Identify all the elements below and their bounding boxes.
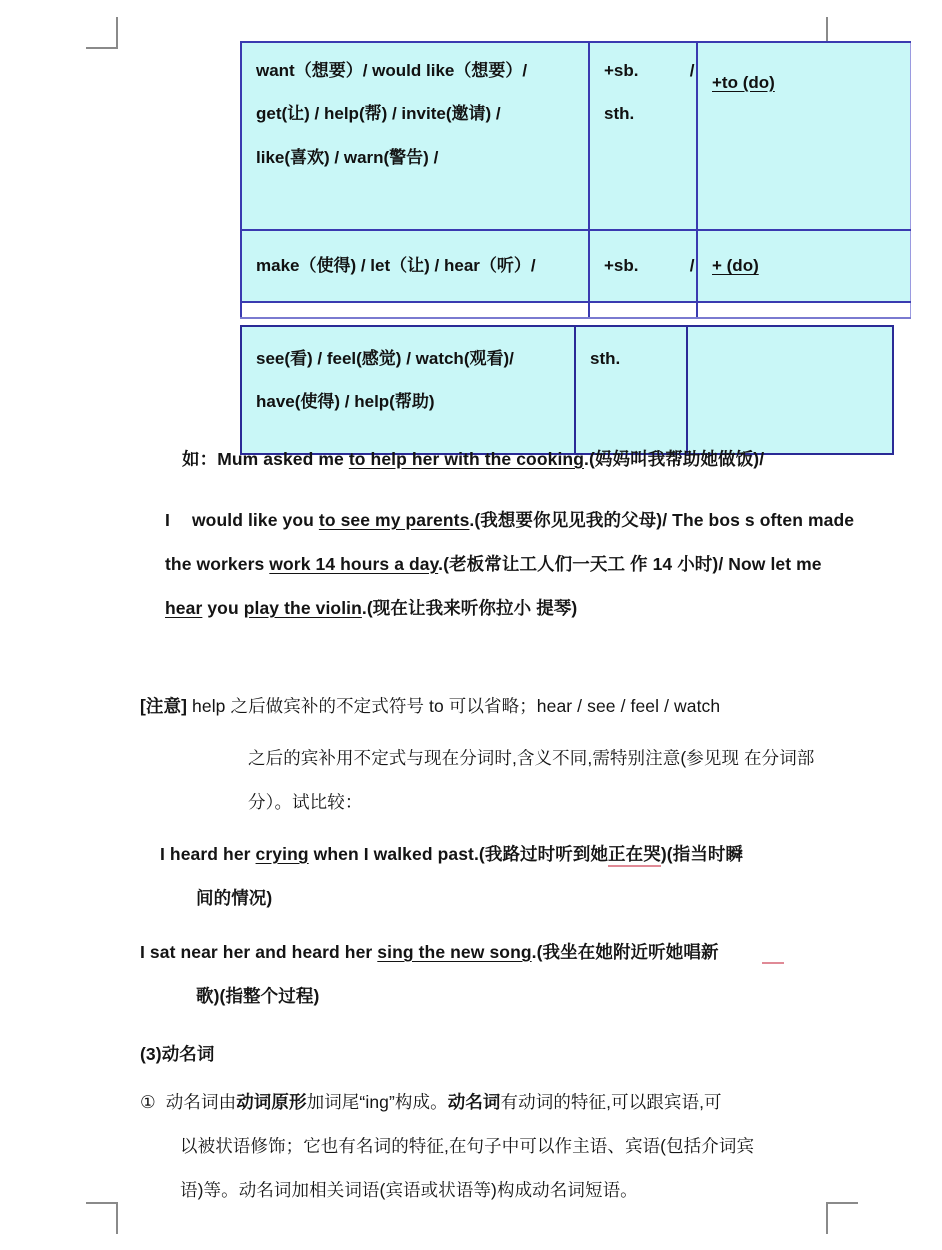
example-translation: .(现在让我来听你拉小 [361, 598, 532, 618]
example-line-1 [182, 437, 882, 481]
example-text: s often made the workers [165, 510, 855, 574]
verb-pattern-table-to-do [240, 41, 911, 319]
slash-mark: / [689, 256, 695, 276]
object-cell [575, 326, 687, 454]
object-cell [589, 230, 697, 302]
note-line-1 [140, 684, 880, 728]
verb-list-cell [241, 230, 589, 302]
object-line [604, 250, 696, 281]
complement-cell [687, 326, 893, 454]
object-text: +sb. [604, 256, 639, 276]
section-heading-gerund: (3)动名词 [140, 1044, 215, 1064]
example-text: I heard her [160, 844, 256, 864]
verb-list-cell [241, 326, 575, 454]
object-line: sth. [604, 104, 635, 124]
empty-cell [241, 302, 589, 318]
item-emphasis: 动名词 [447, 1092, 501, 1112]
verb-line: see(看) / feel(感觉) / watch(观看)/ [256, 349, 514, 368]
complement-text: + (do) [712, 256, 759, 276]
verb-line: make（使得) / let（让) / hear（听）/ [256, 256, 536, 276]
example-translation: 提琴) [536, 598, 578, 618]
crop-mark-bottom-left [86, 1202, 118, 1234]
verb-line: want（想要）/ would like（想要）/ [256, 61, 528, 80]
verb-pattern-table-bare-do [240, 325, 894, 455]
verb-line: have(使得) / help(帮助) [256, 392, 435, 412]
empty-cell [697, 302, 911, 318]
note-text: help 之后做宾补的不定式符号 to 可以省略；hear / see / feel / watch [187, 696, 721, 716]
section-item-1-line-3: 语)等。动名词加相关词语(宾语或状语等)构成动名词短语。 [180, 1180, 638, 1200]
item-text: 有动词的特征,可以跟宾语,可 [500, 1092, 722, 1112]
example-translation: .(我坐在她附近听她唱新 [531, 942, 719, 962]
example-text: when I walked past.(我路过时听到她 [308, 844, 609, 864]
item-text: 动名词由 [165, 1092, 237, 1112]
proofing-mark-icon [762, 962, 784, 964]
comparison-example-2 [140, 930, 840, 974]
example-subject: I [165, 510, 170, 530]
item-emphasis: 动词原形 [236, 1092, 307, 1112]
verb-line: like(喜欢) / warn(警告) / [256, 147, 439, 167]
note-text: 在分词部分）。试比较： [248, 748, 815, 812]
complement-cell [697, 42, 911, 230]
complement-cell [697, 230, 911, 302]
example-text: Mum asked me [217, 449, 349, 469]
example-text: 作 14 小时)/ Now let me [630, 554, 822, 574]
example-text: would like you [191, 510, 319, 530]
example-block-2 [165, 498, 855, 630]
list-marker-circled-one: ① [140, 1092, 156, 1112]
section-item-1 [140, 1080, 840, 1124]
note-label: [注意] [140, 696, 188, 716]
comparison-example-1 [160, 832, 860, 876]
table-row [241, 42, 911, 230]
example-underlined-phrase: sing the new song [377, 942, 532, 962]
example-underlined-phrase: to see my parents [318, 510, 470, 530]
slash-mark: / [689, 61, 695, 80]
empty-cell [589, 302, 697, 318]
object-text: sth. [590, 349, 621, 368]
verb-line: get(让) / help(帮) / invite(邀请) / [256, 104, 501, 124]
example-underlined-phrase: crying [255, 844, 309, 864]
table-row [241, 326, 893, 454]
comparison-example-1-continued: 间的情况) [196, 888, 273, 908]
example-text: I sat near her and heard her [140, 942, 378, 962]
item-text: 加词尾“ing”构成。 [306, 1092, 448, 1112]
verb-list-cell [241, 42, 589, 230]
note-text: 之后的宾补用不定式与现在分词时,含义不同,需特别注意(参见现 [248, 748, 740, 768]
object-cell [589, 42, 697, 230]
note-line-2 [248, 736, 858, 824]
example-underlined-phrase: to help her with the cooking [348, 449, 585, 469]
example-text: you [202, 598, 244, 618]
crop-mark-top-left [86, 17, 118, 49]
example-lead-label: 如： [182, 449, 218, 469]
object-text: +sb. [604, 61, 639, 80]
table-row-empty [241, 302, 911, 318]
section-item-1-line-2: 以被状语修饰；它也有名词的特征,在句子中可以作主语、宾语(包括介词宾 [180, 1136, 755, 1156]
comparison-example-2-continued: 歌)(指整个过程) [196, 986, 320, 1006]
example-underlined-phrase: play the violin [243, 598, 362, 618]
example-underlined-phrase: work 14 hours a day [269, 554, 439, 574]
example-underlined-phrase: hear [165, 598, 203, 618]
object-line [604, 55, 696, 86]
table-row [241, 230, 911, 302]
example-translation: )(指当时瞬 [660, 844, 744, 864]
example-translation: .(妈妈叫我帮助她做饭)/ [584, 449, 765, 469]
complement-text: +to (do) [712, 73, 775, 92]
proofing-marked-text: 正在哭 [608, 844, 661, 867]
example-translation: .(我想要你见见我的父母)/ The bos [469, 510, 740, 530]
example-translation: .(老板常让工人们一天工 [438, 554, 626, 574]
